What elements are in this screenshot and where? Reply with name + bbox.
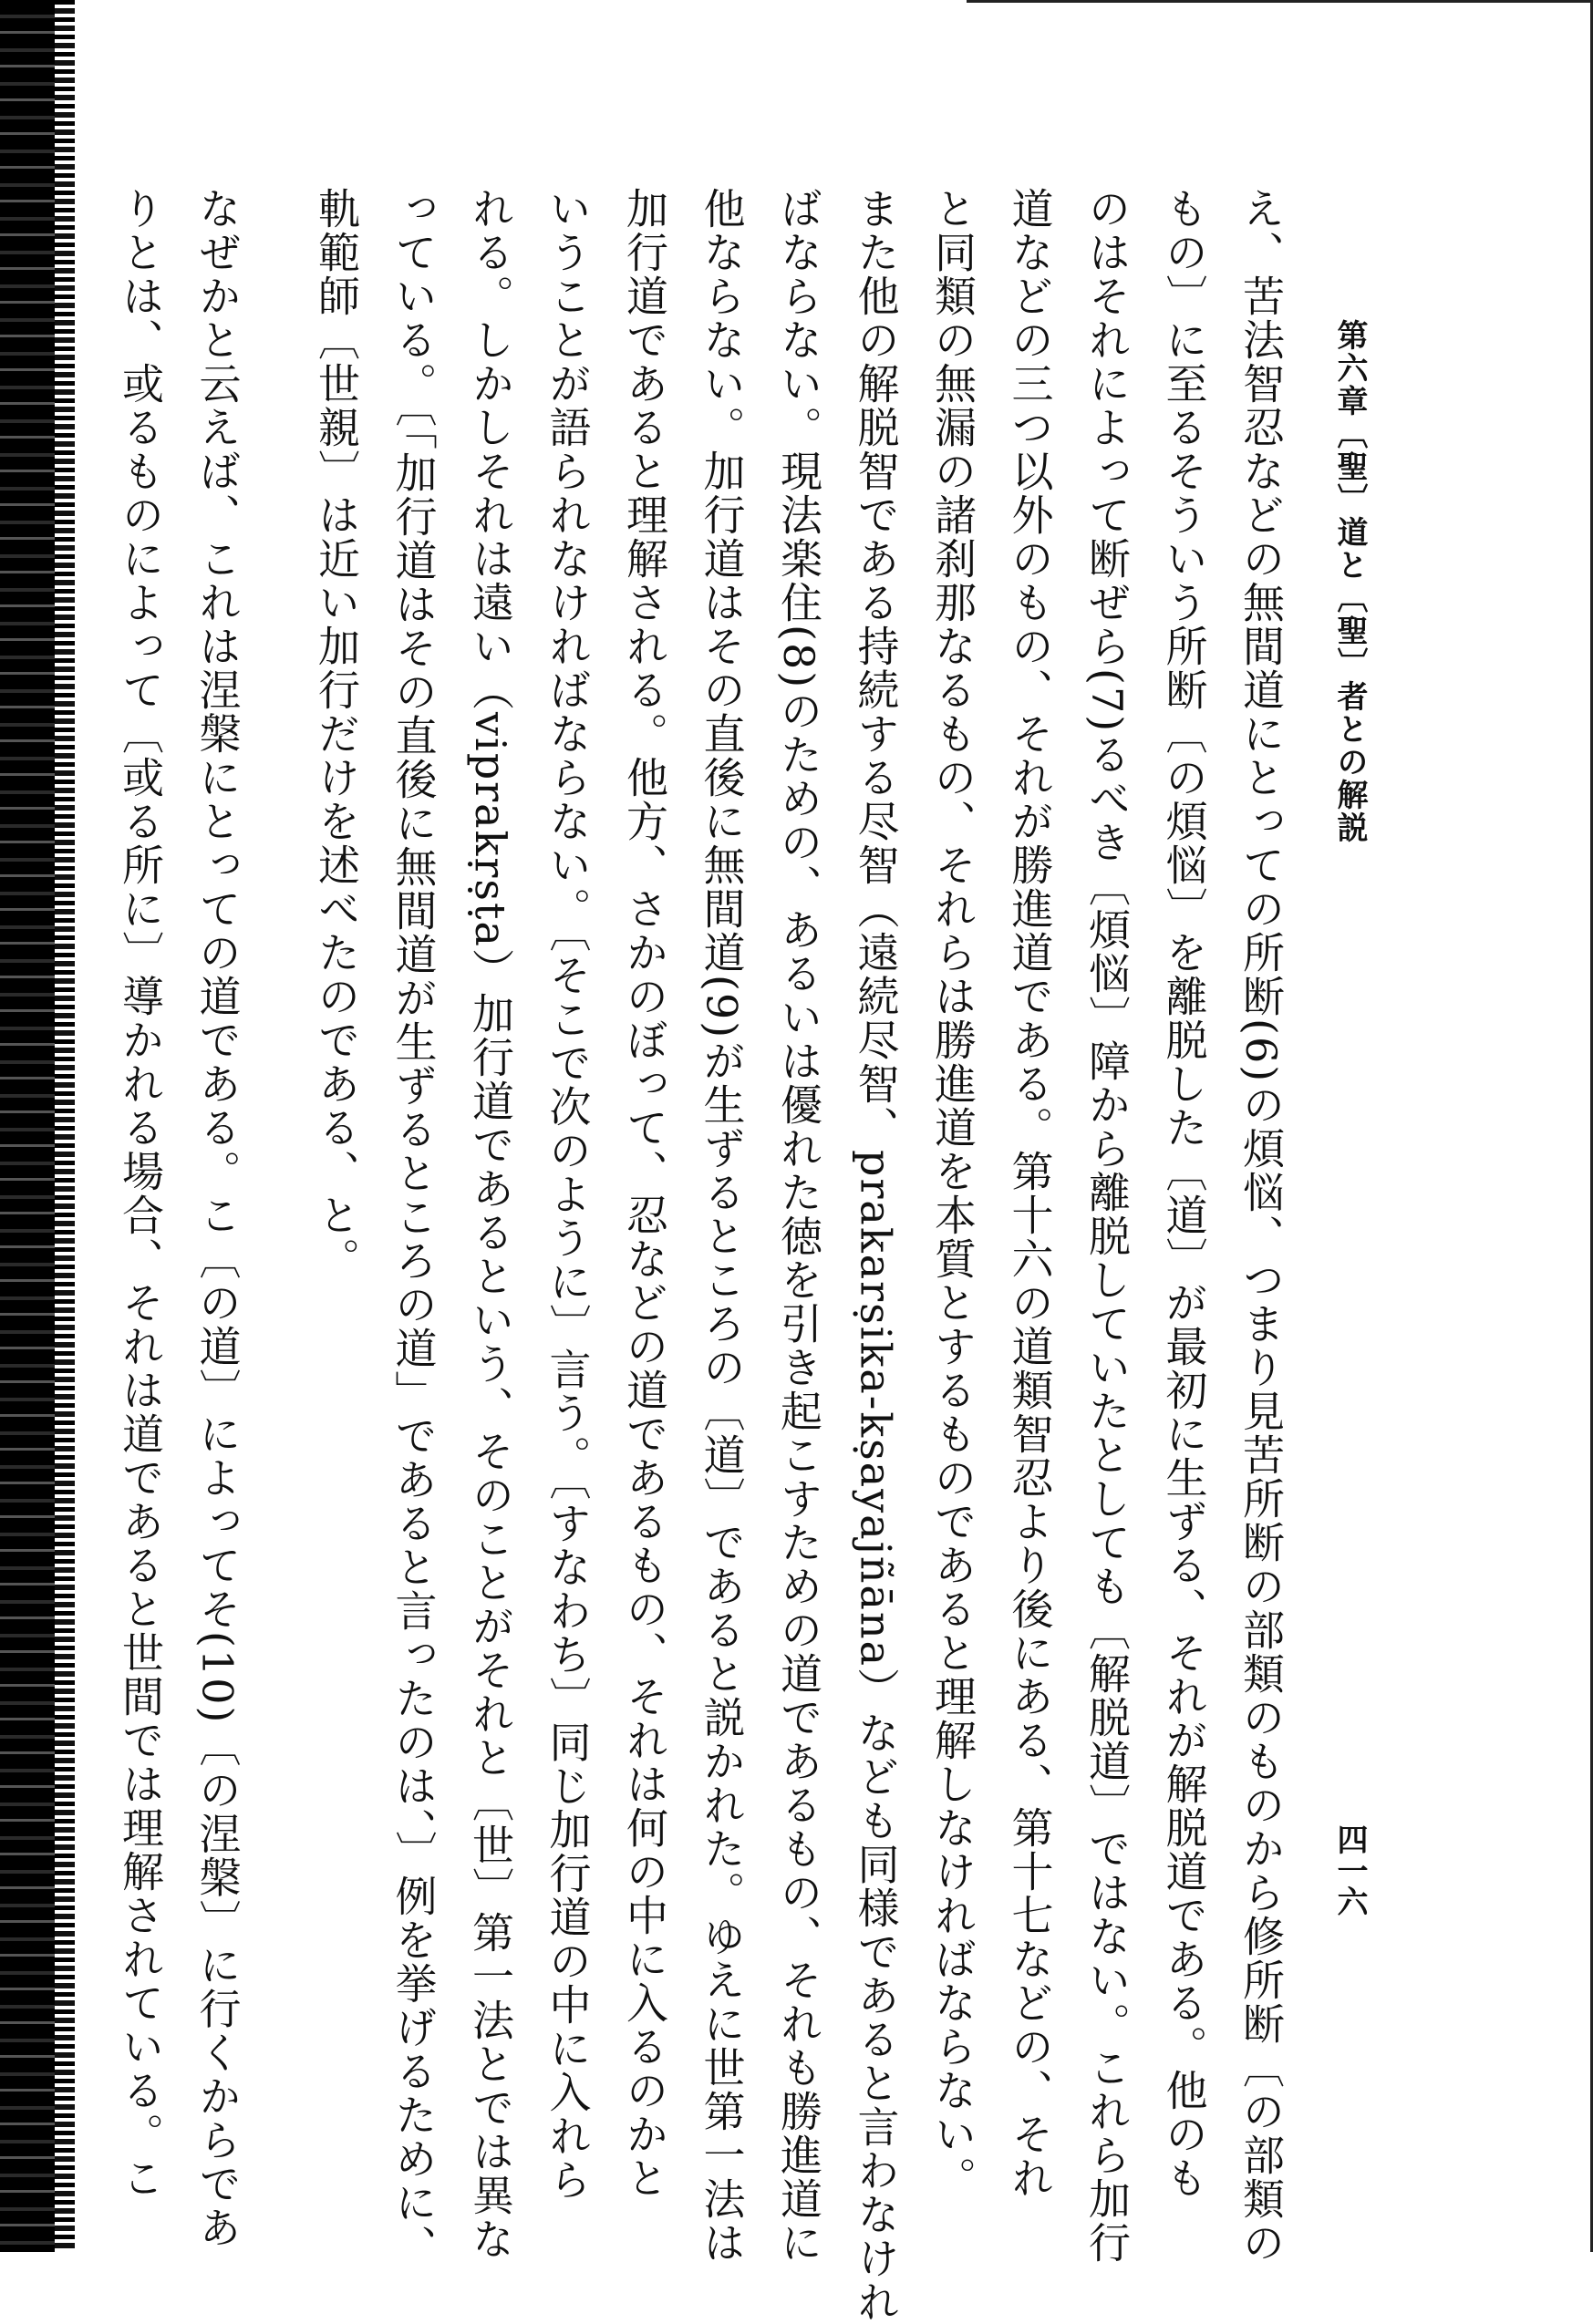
text-column-10: いうことが語られなければならない。〔そこで次のように〕言う。〔すなわち〕同じ加行道の中に入れら [543, 187, 593, 2202]
text-column-14: なぜかと云えば、これは涅槃にとっての道である。こ〔の道〕によってそ(10)〔の涅槃〕に行くからであ [192, 187, 243, 2250]
text-column-6: また他の解脱智である持続する尽智（遠続尽智、prakarṣika-kṣayajñāna）なども同様であると言わなけれ [851, 187, 901, 2324]
text-column-15: りとは、或るものによって〔或る所に〕導かれる場合、それは道であると世間では理解されている。こ [116, 187, 165, 2200]
text-column-8: 他ならない。加行道はその直後に無間道(9)が生ずるところの〔道〕であると説かれた。ゆえに世第一法は [697, 187, 747, 2266]
text-column-9: 加行道であると理解される。他方、さかのぼって、忍などの道であるもの、それは何の中に入るのかと [620, 187, 669, 2200]
book-binding-shadow [0, 0, 62, 2252]
text-column-7: ばならない。現法楽住(8)のための、あるいは優れた徳を引き起こすための道であるもの、それも勝進道に [774, 187, 823, 2266]
text-column-3: のはそれによって断ぜら(7)るべき〔煩悩〕障から離脱していたとしても〔解脱道〕ではない。これら加行 [1082, 187, 1132, 2266]
text-column-1: え、苦法智忍などの無間道にとっての所断(6)の煩悩、つまり見苦所断の部類のものから修所断〔の部類の [1236, 187, 1286, 2266]
text-column-12: っている。〔「加行道はその直後に無間道が生ずるところの道」であると言ったのは、〕例を挙げるために、 [388, 187, 439, 2268]
text-column-2: もの〕に至るそういう所断〔の煩悩〕を離脱した〔道〕が最初に生ずる、それが解脱道である。他のも [1159, 187, 1209, 2200]
page-edge-scan-artifact [55, 0, 75, 2252]
body-text [116, 187, 1299, 2324]
text-column-11: れる。しかしそれは遠い（viprakṛṣṭa）加行道であるという、そのことがそれと〔世〕第一法とでは異な [466, 187, 515, 2261]
text-column-5: と同類の無漏の諸刹那なるもの、それらは勝進道を本質とするものであると理解しなければならない。 [928, 187, 978, 2200]
text-column-4: 道などの三つ以外のもの、それが勝進道である。第十六の道類智忍より後にある、第十七などの、それ [1005, 187, 1055, 2200]
page-top-edge [967, 0, 1593, 3]
page-number: 四一六 [1331, 1823, 1368, 1916]
running-header: 第六章〔聖〕道と〔聖〕者との解説 [1331, 319, 1368, 844]
text-column-13: 軌範師〔世親〕は近い加行だけを述べたのである、と。 [312, 187, 361, 1281]
